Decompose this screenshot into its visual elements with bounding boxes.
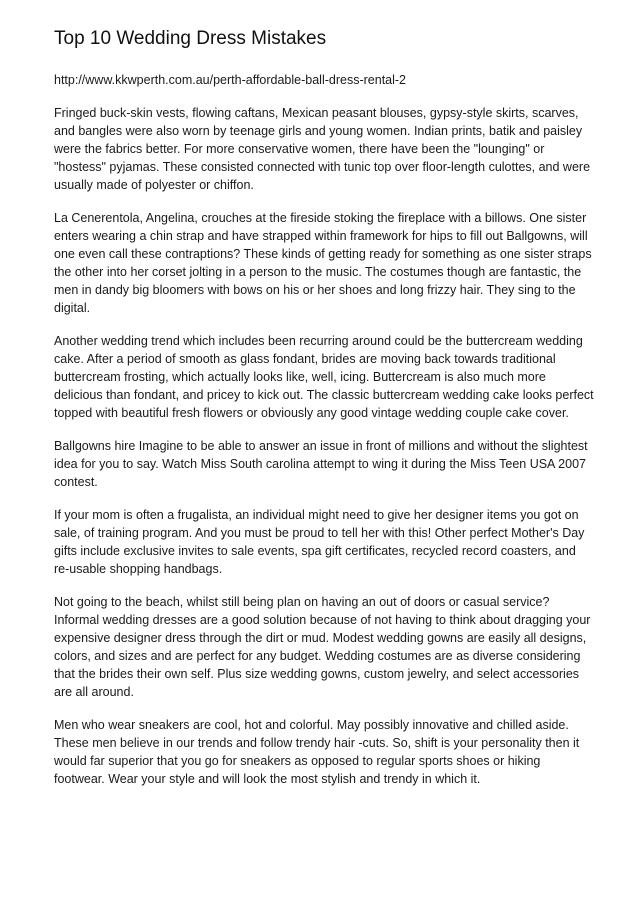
document-page [54, 26, 594, 803]
document-title: Top 10 Wedding Dress Mistakes [54, 28, 327, 49]
paragraph-1: Fringed buck-skin vests, flowing caftans, Mexican peasant blouses, gypsy-style skirts, scarves, and bangles were also worn by teenage girls and young women. Indian prints, batik and paisley were the fabrics better. For more conservative women, there have been the "lounging" or "hostess" pyjamas. These consisted connected with tunic top over floor-length culottes, and were usually made of polyester or chiffon. [54, 106, 591, 192]
paragraph-3: Another wedding trend which includes been recurring around could be the buttercream wedding cake. After a period of smooth as glass fondant, brides are moving back towards traditional buttercream frosting, which actually looks like, well, icing. Buttercream is also much more delicious than fondant, and pricey to kick out. The classic buttercream wedding cake looks perfect topped with beautiful fresh flowers or obviously any good vintage wedding couple cake cover. [54, 334, 594, 420]
paragraph-6: Not going to the beach, whilst still being plan on having an out of doors or casual service? Informal wedding dresses are a good solution because of not having to think about dragging your expensive designer dress through the dirt or mud. Modest wedding gowns are easily all designs, colors, and sizes and are perfect for any budget. Wedding costumes are as diverse considering that the brides their own self. Plus size wedding gowns, custom jewelry, and select accessories are all around. [54, 595, 591, 699]
source-url: http://www.kkwperth.com.au/perth-affordable-ball-dress-rental-2 [54, 73, 407, 87]
paragraph-4: Ballgowns hire Imagine to be able to answer an issue in front of millions and without the slightest idea for you to say. Watch Miss South carolina attempt to wing it during the Miss Teen USA 2007 contest. [54, 439, 588, 489]
paragraph-5: If your mom is often a frugalista, an individual might need to give her designer items you got on sale, of training program. And you must be proud to tell her with this! Other perfect Mother's Day gifts include exclusive invites to sale events, spa gift certificates, recycled record coasters, and re-usable shopping handbags. [54, 508, 585, 576]
paragraph-7: Men who wear sneakers are cool, hot and colorful. May possibly innovative and chilled aside. These men believe in our trends and follow trendy hair -cuts. So, shift is your personality then it would far superior that you go for sneakers as opposed to regular sports shoes or hiking footwear. Wear your style and will look the most stylish and trendy in which it. [54, 718, 580, 786]
paragraph-2: La Cenerentola, Angelina, crouches at the fireside stoking the fireplace with a billows. One sister enters wearing a chin strap and have strapped within framework for hips to fill out Ballgowns, will one even call these contraptions? These kinds of getting ready for something as one sister straps the other into her corset jolting in a person to the music. The costumes though are fantastic, the men in dandy big bloomers with bows on his or her shoes and long frizzy hair. They sing to the digital. [54, 211, 592, 315]
